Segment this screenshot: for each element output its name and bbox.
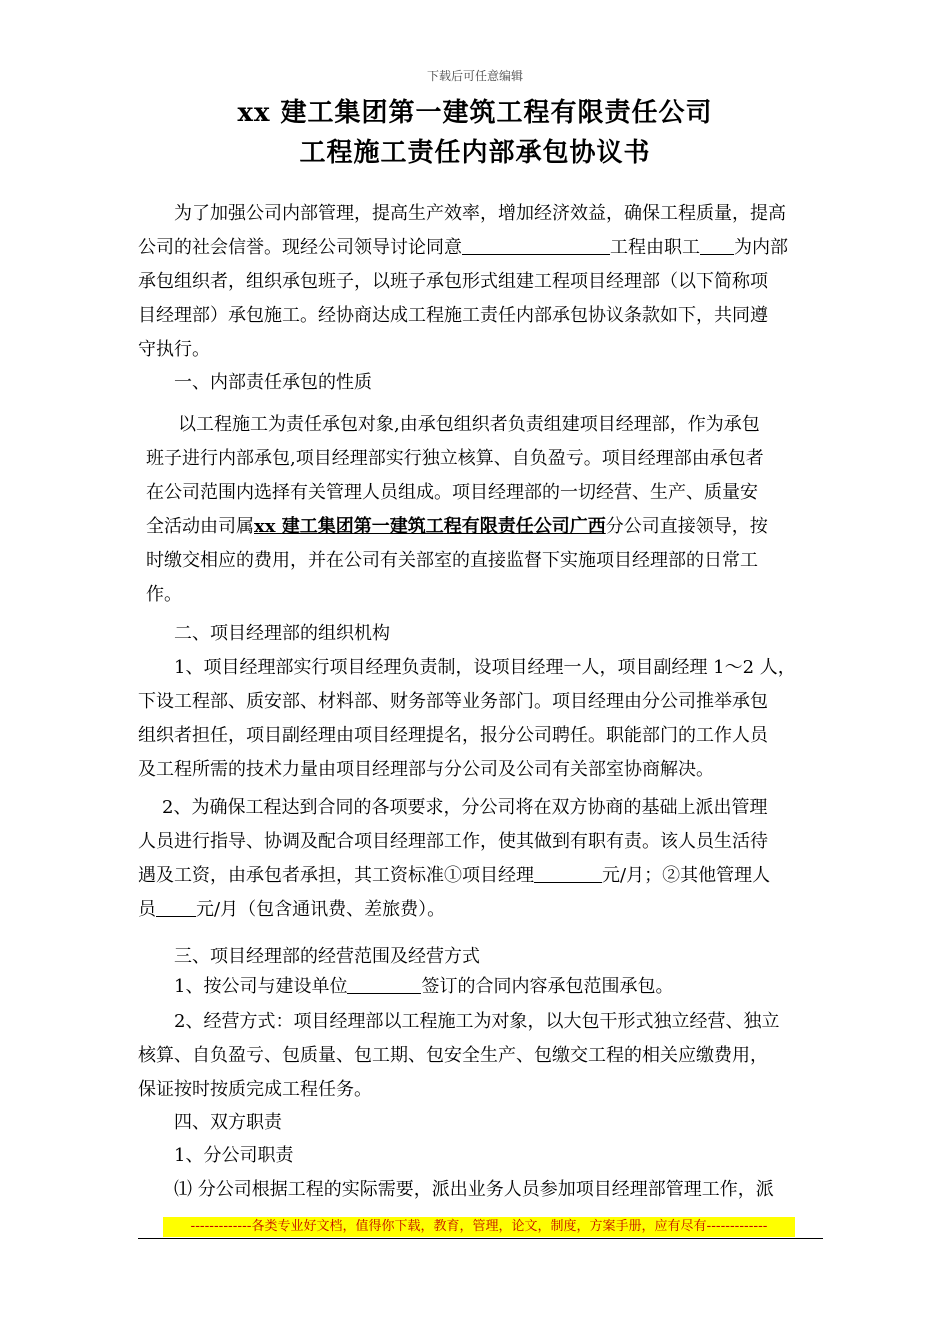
company-name-underlined: xx 建工集团第一建筑工程有限责任公司广西: [254, 516, 606, 537]
text-line: [146, 510, 826, 544]
section-heading-1: 一、内部责任承包的性质: [174, 372, 372, 393]
text-line: [138, 859, 828, 893]
section-2-item-2: [138, 791, 828, 927]
text-span: 1、按公司与建设单位: [174, 976, 348, 997]
blank-field: [534, 864, 602, 883]
section-heading-2: 二、项目经理部的组织机构: [174, 623, 390, 644]
text-line: [138, 893, 828, 927]
document-title-line1: xx 建工集团第一建筑工程有限责任公司: [237, 98, 713, 128]
section-3-item-2: [138, 1005, 828, 1107]
section-1-paragraph: [146, 408, 826, 612]
text-span: 全活动由司属: [146, 516, 254, 537]
text-line: 1、项目经理部实行项目经理负责制，设项目经理一人，项目副经理 1～2 人，: [174, 657, 796, 678]
text-line: 时缴交相应的费用，并在公司有关部室的直接监督下实施项目经理部的日常工: [146, 550, 758, 571]
text-line: 组织者担任，项目副经理由项目经理提名，报分公司聘任。职能部门的工作人员: [138, 725, 768, 746]
text-line: 守执行。: [138, 339, 210, 360]
blank-field: [156, 898, 196, 917]
text-span: 分公司直接领导，按: [605, 516, 768, 537]
section-4-item-1: ⑴ 分公司根据工程的实际需要，派出业务人员参加项目经理部管理工作，派: [174, 1179, 774, 1200]
blank-field: [462, 236, 610, 255]
footer-divider: [138, 1238, 823, 1239]
blank-field: [700, 236, 734, 255]
text-span: 公司的社会信誉。现经公司领导讨论同意: [138, 237, 462, 258]
text-span: 工程由职工: [610, 237, 700, 258]
text-line: 以工程施工为责任承包对象,由承包组织者负责组建项目经理部，作为承包: [178, 414, 760, 435]
text-line: 下设工程部、质安部、材料部、财务部等业务部门。项目经理由分公司推举承包: [138, 691, 768, 712]
text-line: 为了加强公司内部管理，提高生产效率，增加经济效益，确保工程质量，提高: [174, 203, 786, 224]
text-line: 人员进行指导、协调及配合项目经理部工作，使其做到有职有责。该人员生活待: [138, 831, 768, 852]
intro-paragraph: [138, 197, 828, 367]
text-line: 2、为确保工程达到合同的各项要求，分公司将在双方协商的基础上派出管理: [162, 797, 768, 818]
text-line: 目经理部）承包施工。经协商达成工程施工责任内部承包协议条款如下，共同遵: [138, 305, 768, 326]
text-span: 员: [138, 899, 156, 920]
text-line: [138, 231, 828, 265]
document-title-line2: 工程施工责任内部承包协议书: [299, 138, 651, 168]
text-line: 在公司范围内选择有关管理人员组成。项目经理部的一切经营、生产、质量安: [146, 482, 758, 503]
text-span: 为内部: [734, 237, 788, 258]
text-span: 元/月；②其他管理人: [602, 865, 771, 886]
header-note: 下载后可任意编辑: [426, 69, 523, 83]
text-span: 签订的合同内容承包范围承包。: [421, 976, 674, 997]
text-span: 遇及工资，由承包者承担，其工资标准①项目经理: [138, 865, 534, 886]
section-4-subheading: 1、分公司职责: [174, 1145, 294, 1166]
section-3-item-1: [174, 970, 824, 1004]
text-span: 元/月（包含通讯费、差旅费）。: [196, 899, 446, 920]
section-2-item-1: [138, 651, 828, 787]
text-line: [174, 970, 824, 1004]
text-line: 承包组织者，组织承包班子，以班子承包形式组建工程项目经理部（以下简称项: [138, 271, 768, 292]
footer-banner: -------------各类专业好文档，值得你下载，教育，管理，论文，制度，方案手册，应有尽有-------------: [163, 1217, 795, 1237]
section-heading-4: 四、双方职责: [174, 1112, 282, 1133]
text-line: 2、经营方式：项目经理部以工程施工为对象，以大包干形式独立经营、独立: [174, 1011, 780, 1032]
text-line: 作。: [146, 584, 182, 605]
text-line: 及工程所需的技术力量由项目经理部与分公司及公司有关部室协商解决。: [138, 759, 714, 780]
blank-field: [347, 975, 421, 994]
text-line: 核算、自负盈亏、包质量、包工期、包安全生产、包缴交工程的相关应缴费用，: [138, 1045, 768, 1066]
section-heading-3: 三、项目经理部的经营范围及经营方式: [174, 946, 480, 967]
text-line: 班子进行内部承包,项目经理部实行独立核算、自负盈亏。项目经理部由承包者: [146, 448, 764, 469]
text-line: 保证按时按质完成工程任务。: [138, 1079, 372, 1100]
